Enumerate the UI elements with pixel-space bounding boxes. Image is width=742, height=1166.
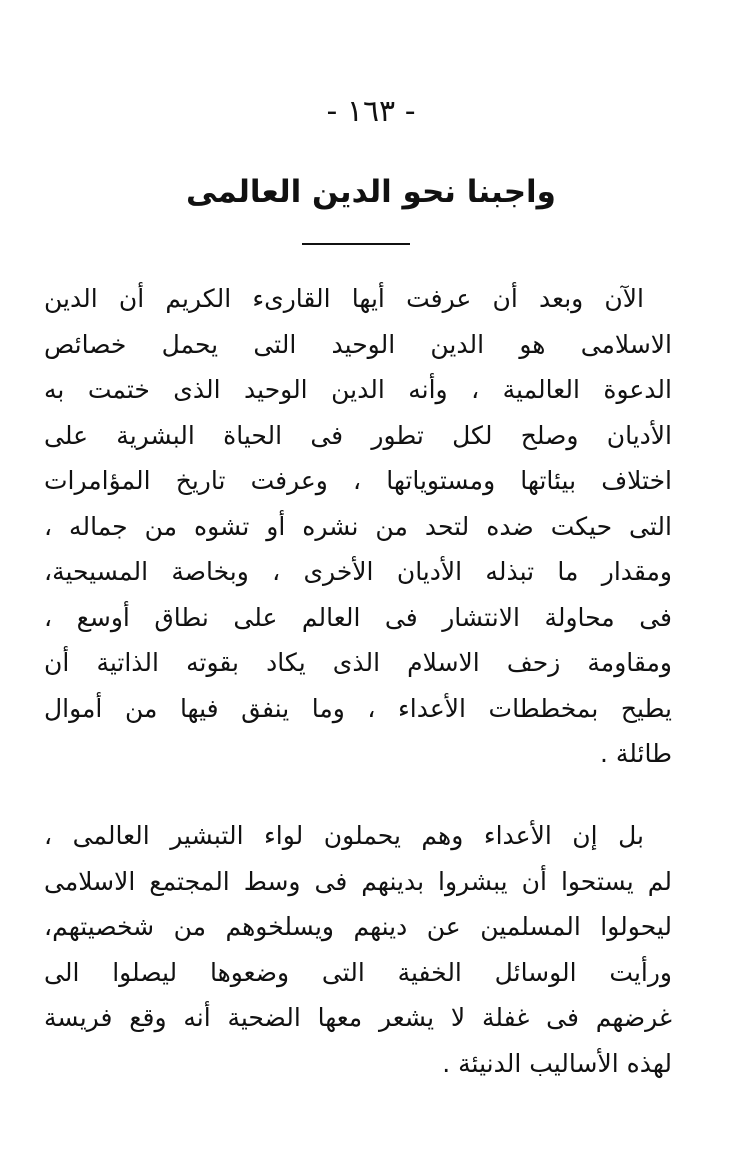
text-line: الأديان وصلح لكل تطور فى الحياة البشرية على bbox=[44, 420, 672, 450]
text-line: الآن وبعد أن عرفت أيها القارىء الكريم أن الدين bbox=[44, 284, 644, 313]
text-line: ومقدار ما تبذله الأديان الأخرى ، وبخاصة المسيحية، bbox=[44, 557, 672, 586]
text-line: طائلة . bbox=[599, 739, 672, 768]
text-line: بل إن الأعداء وهم يحملون لواء التبشير العالمى ، bbox=[44, 821, 644, 850]
text-line: الاسلامى هو الدين الوحيد التى يحمل خصائص bbox=[44, 329, 672, 359]
text-line: لهذه الأساليب الدنيئة . bbox=[442, 1048, 672, 1078]
page-number: - ١٦٣ - bbox=[326, 94, 416, 129]
text-line: ورأيت الوسائل الخفية التى وضعوها ليصلوا الى bbox=[44, 957, 672, 987]
text-line: لم يستحوا أن يبشروا بدينهم فى وسط المجتمع الاسلامى bbox=[44, 866, 672, 896]
text-line: اختلاف بيئاتها ومستوياتها ، وعرفت تاريخ المؤامرات bbox=[44, 466, 672, 495]
title-divider bbox=[302, 243, 410, 245]
text-line: ليحولوا المسلمين عن دينهم ويسلخوهم من شخصيتهم، bbox=[44, 912, 672, 941]
paragraph-2 bbox=[44, 813, 672, 1086]
text-line: يطيح بمخططات الأعداء ، وما ينفق فيها من أموال bbox=[44, 693, 672, 723]
text-line: فى محاولة الانتشار فى العالم على نطاق أوسع ، bbox=[44, 602, 672, 632]
text-line: التى حيكت ضده لتحد من نشره أو تشوه من جماله ، bbox=[44, 511, 672, 541]
page-title: واجبنا نحو الدين العالمى bbox=[186, 174, 556, 210]
text-line: غرضهم فى غفلة لا يشعر معها الضحية أنه وقع فريسة bbox=[44, 1003, 672, 1032]
text-line: ومقاومة زحف الاسلام الذى يكاد بقوته الذاتية أن bbox=[44, 648, 672, 677]
text-line: الدعوة العالمية ، وأنه الدين الوحيد الذى ختمت به bbox=[44, 375, 672, 404]
paragraph-1 bbox=[44, 276, 672, 777]
